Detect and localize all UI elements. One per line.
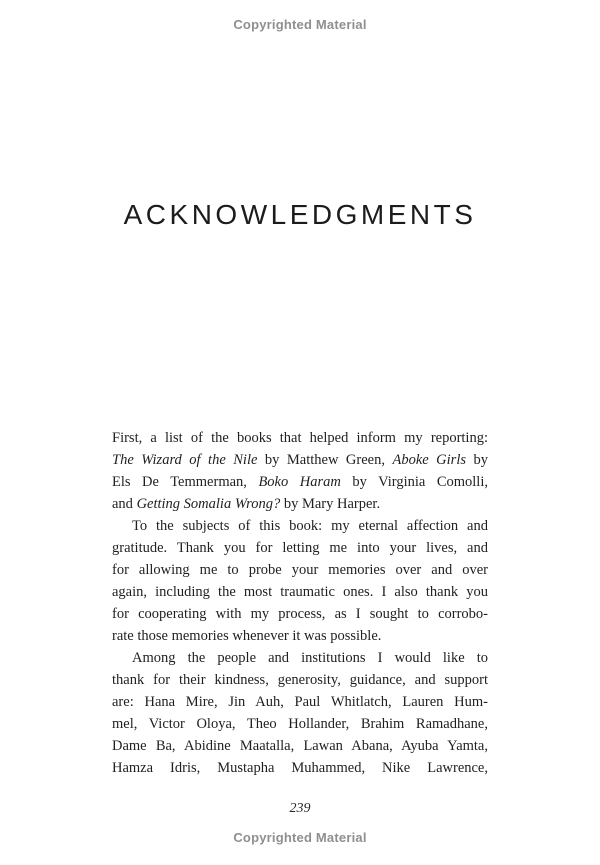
body-text-segment: by Virginia Comolli, [340, 474, 488, 490]
body-line [112, 449, 488, 471]
page-number: 239 [289, 801, 311, 816]
body-text-segment: by [466, 452, 489, 468]
book-title-italic: Getting Somalia Wrong? [136, 496, 281, 512]
body-text-segment: Hamza Idris, Mustapha Muhammed, Nike Lawrence, [112, 760, 488, 776]
body-line [112, 625, 488, 647]
body-paragraph [112, 427, 488, 515]
copyright-notice-bottom: Copyrighted Material [233, 830, 367, 845]
body-text-segment: for cooperating with my process, as I sought to corrobo- [112, 606, 488, 622]
body-line [112, 603, 488, 625]
body-line [112, 735, 488, 757]
body-text-segment: mel, Victor Oloya, Theo Hollander, Brahim Ramadhane, [112, 716, 488, 732]
body-line [112, 471, 488, 493]
body-line [112, 427, 488, 449]
body-text-segment: gratitude. Thank you for letting me into your lives, and [112, 540, 488, 556]
body-line [112, 757, 488, 779]
body-line [112, 581, 488, 603]
body-text-segment: are: Hana Mire, Jin Auh, Paul Whitlatch, Lauren Hum- [112, 694, 488, 710]
body-text-segment: Els De Temmerman, [112, 474, 259, 490]
body-text-segment: by Mary Harper. [280, 496, 381, 512]
body-text-segment: again, including the most traumatic ones. I also thank you [112, 584, 488, 600]
body-line [112, 691, 488, 713]
body-text-segment: by Matthew Green, [257, 452, 393, 468]
body-text-segment: and [112, 496, 137, 512]
body-line [112, 559, 488, 581]
body-line [112, 669, 488, 691]
body-text-segment: for allowing me to probe your memories over and over [112, 562, 488, 578]
copyright-notice-top: Copyrighted Material [233, 17, 367, 32]
body-line [112, 537, 488, 559]
body-text-segment: Dame Ba, Abidine Maatalla, Lawan Abana, Ayuba Yamta, [112, 738, 488, 754]
chapter-title: ACKNOWLEDGMENTS [123, 199, 477, 230]
book-title-italic: The Wizard of the Nile [112, 452, 258, 468]
body-line [112, 515, 488, 537]
body-line [112, 713, 488, 735]
body-text [112, 427, 488, 779]
body-text-segment: Among the people and institutions I would like to [132, 650, 488, 666]
book-title-italic: Aboke Girls [392, 452, 467, 468]
body-line [112, 647, 488, 669]
body-text-segment: thank for their kindness, generosity, guidance, and support [112, 672, 488, 688]
body-paragraph [112, 515, 488, 647]
body-text-segment: rate those memories whenever it was possible. [112, 628, 382, 644]
book-title-italic: Boko Haram [258, 474, 341, 490]
body-text-segment: First, a list of the books that helped inform my reporting: [112, 430, 488, 446]
body-line [112, 493, 488, 515]
body-text-segment: To the subjects of this book: my eternal affection and [132, 518, 488, 534]
body-paragraph [112, 647, 488, 779]
